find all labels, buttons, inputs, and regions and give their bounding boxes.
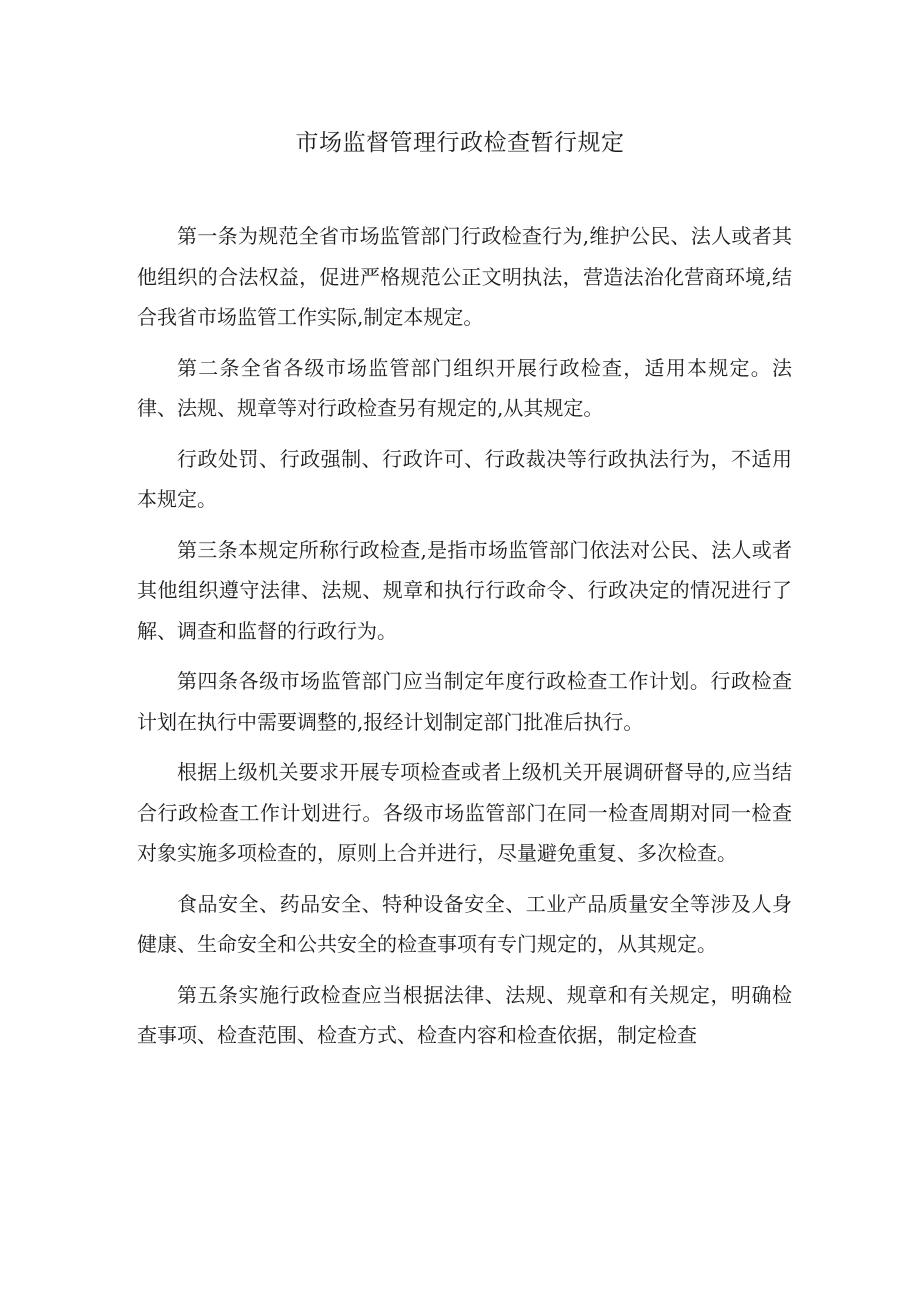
- paragraph-article-4-safety: 食品安全、药品安全、特种设备安全、工业产品质量安全等涉及人身健康、生命安全和公共安全的检查事项有专门规定的，从其规定。: [137, 891, 792, 956]
- paragraph-article-2-exclusion: 行政处罚、行政强制、行政许可、行政裁决等行政执法行为，不适用本规定。: [137, 446, 792, 511]
- paragraph-article-1: 第一条为规范全省市场监管部门行政检查行为,维护公民、法人或者其他组织的合法权益，促进严格规范公正文明执法，营造法治化营商环境,结合我省市场监管工作实际,制定本规定。: [137, 224, 792, 329]
- paragraph-article-3: 第三条本规定所称行政检查,是指市场监管部门依法对公民、法人或者其他组织遵守法律、法规、规章和执行行政命令、行政决定的情况进行了解、调查和监督的行政行为。: [137, 537, 792, 643]
- document-body: [137, 216, 792, 1066]
- paragraph-article-2: 第二条全省各级市场监管部门组织开展行政检查，适用本规定。法律、法规、规章等对行政检查另有规定的,从其规定。: [137, 355, 792, 420]
- paragraph-article-4: 第四条各级市场监管部门应当制定年度行政检查工作计划。行政检查计划在执行中需要调整的,报经计划制定部门批准后执行。: [137, 669, 792, 734]
- paragraph-article-4-special-inspection: 根据上级机关要求开展专项检查或者上级机关开展调研督导的,应当结合行政检查工作计划进行。各级市场监管部门在同一检查周期对同一检查对象实施多项检查的，原则上合并进行，尽量避免重复、多次检查。: [137, 760, 792, 865]
- document-title: 市场监督管理行政检查暂行规定: [295, 130, 625, 156]
- paragraph-article-5: 第五条实施行政检查应当根据法律、法规、规章和有关规定，明确检查事项、检查范围、检查方式、检查内容和检查依据，制定检查: [137, 982, 792, 1047]
